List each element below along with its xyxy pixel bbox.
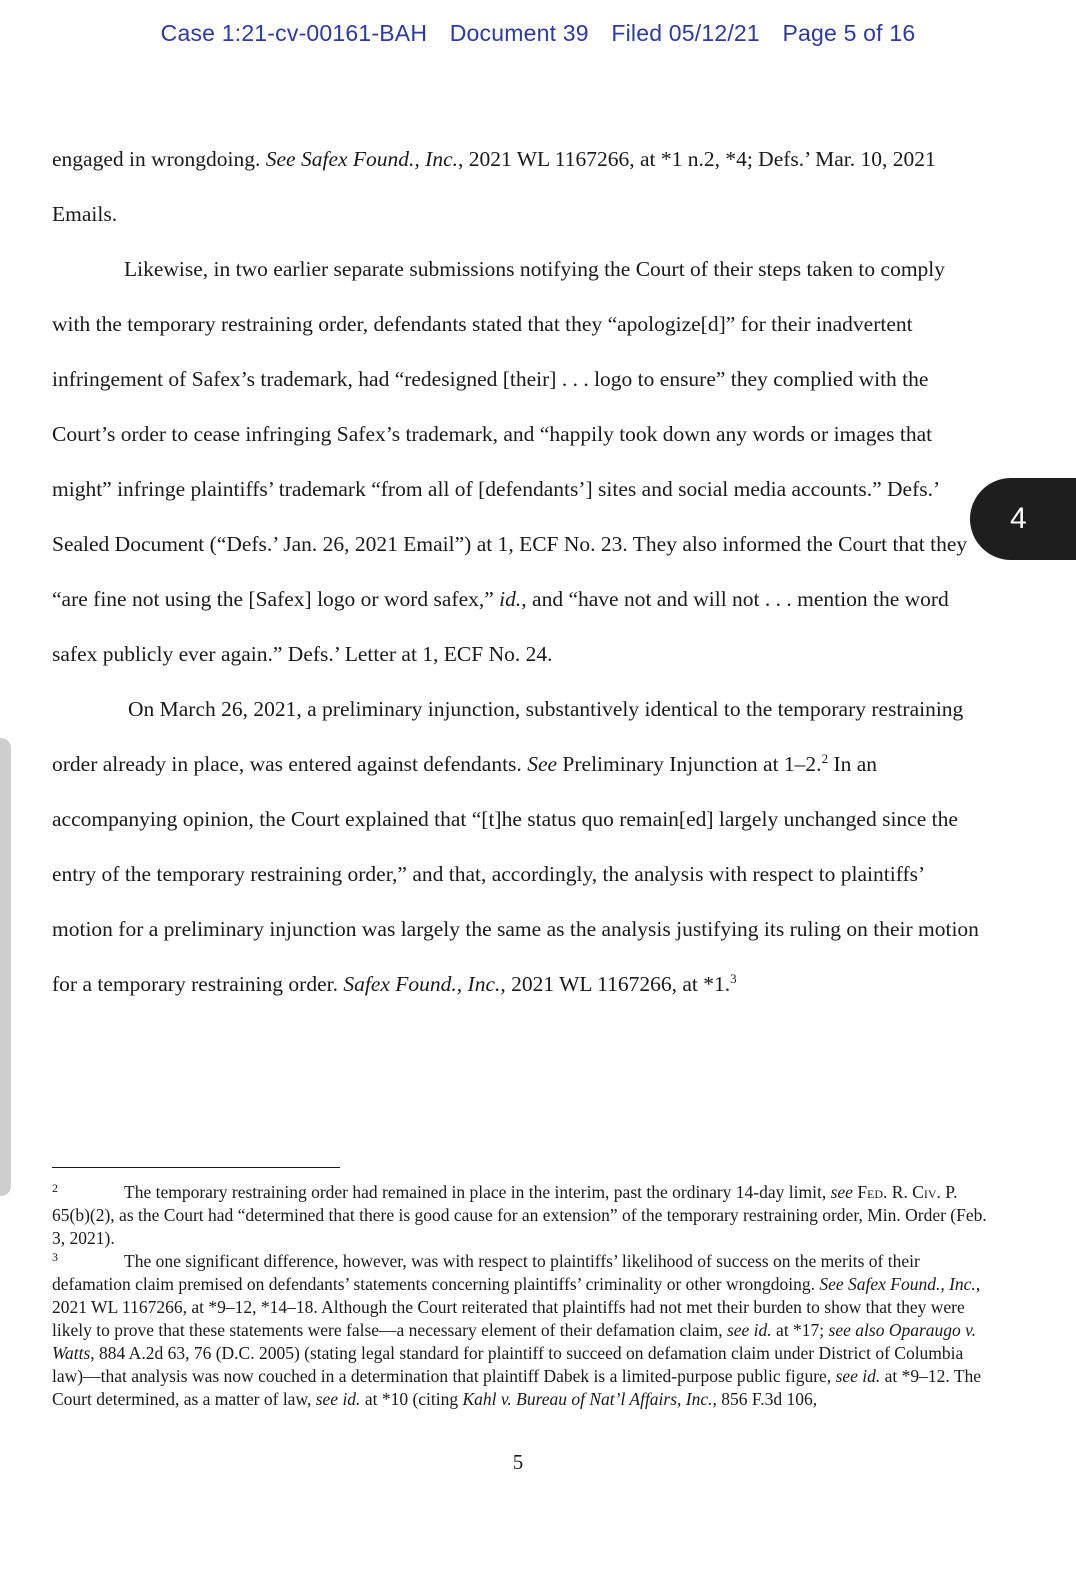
- text-run: , 2021 WL 1167266, at *9–12, *14–18. Although the Court reiterated that plaintiffs had not met their burden to show that they were likely to prove that these statements were false—a necessary element of their defamation claim,: [52, 1274, 981, 1340]
- text-run: On March 26, 2021, a preliminary injunction, substantively identical to the temporary restraining order already in place, was entered against defendants.: [52, 697, 964, 776]
- page-of-total: Page 5 of 16: [782, 20, 916, 46]
- text-run: The one significant difference, however, was with respect to plaintiffs’ likelihood of success on the merits of their defamation claim premised on defendants’ statements concerning plaintiffs’ criminality or other wrongdoing.: [52, 1251, 920, 1294]
- rule-citation: Fed. R. Civ. P.: [857, 1182, 958, 1202]
- text-run: at *17;: [771, 1320, 829, 1340]
- text-run: , and “have not and will not . . . mention the word safex publicly ever again.” Defs.’ Letter at 1, ECF No. 24.: [52, 587, 949, 666]
- text-run: 65(b)(2), as the Court had “determined that there is good cause for an extension” of the temporary restraining order, Min. Order (Feb. 3, 2021).: [52, 1205, 987, 1248]
- case-citation: Kahl v. Bureau of Nat’l Affairs, Inc.: [462, 1389, 713, 1409]
- footnotes: [52, 1181, 987, 1411]
- scrollbar-handle[interactable]: [0, 738, 11, 1196]
- footnote-ref-3[interactable]: 3: [730, 970, 737, 986]
- footnote-number: 2: [52, 1181, 58, 1195]
- body-text: [52, 132, 987, 1012]
- case-number: Case 1:21-cv-00161-BAH: [160, 20, 428, 46]
- text-run: Likewise, in two earlier separate submissions notifying the Court of their steps taken to comply with the temporary restraining order, defendants stated that they “apologize[d]” for their inadvertent infringement of Safex’s trademark, had “redesigned [their] . . . logo to ensure” they complied with the Court’s order to cease infringing Safex’s trademark, and “happily took down any words or images that might” infringe plaintiffs’ trademark “from all of [defendants’] sites and social media accounts.” Defs.’ Sealed Document (“Defs.’ Jan. 26, 2021 Email”) at 1, ECF No. 23. They also informed the Court that they “are fine not using the [Safex] logo or word safex,”: [52, 257, 968, 611]
- text-run: , 884 A.2d 63, 76 (D.C. 2005) (stating legal standard for plaintiff to succeed on defamation claim under District of Columbia law)—that analysis was now couched in a determination that plaintiff Dabek is a limited-purpose public figure,: [52, 1343, 964, 1386]
- text-run: , 856 F.3d 106,: [712, 1389, 818, 1409]
- case-citation: Safex Found., Inc.: [343, 972, 501, 996]
- footnote-3: [52, 1250, 987, 1411]
- text-run: , 2021 WL 1167266, at *1 n.2, *4; Defs.’ Mar. 10, 2021 Emails.: [52, 147, 936, 226]
- text-run: at *10 (citing: [360, 1389, 463, 1409]
- paragraph-2: [52, 242, 987, 682]
- text-run: at *9–12. The Court determined, as a matter of law,: [52, 1366, 982, 1409]
- footnote-ref-2[interactable]: 2: [821, 750, 829, 766]
- text-run: The temporary restraining order had remained in place in the interim, past the ordinary 14-day limit,: [124, 1182, 831, 1202]
- see-signal: See: [527, 752, 558, 776]
- paragraph-3: [52, 682, 987, 1012]
- id-citation: see id.: [726, 1320, 772, 1340]
- text-run: Preliminary Injunction at 1–2.: [557, 752, 822, 776]
- id-citation: see id.: [835, 1366, 881, 1386]
- filed-date: Filed 05/12/21: [611, 20, 760, 46]
- text-run: engaged in wrongdoing.: [52, 147, 266, 171]
- page-number: 5: [512, 1450, 524, 1474]
- paragraph-1: [52, 132, 987, 242]
- id-citation: id.: [499, 587, 522, 611]
- footnote-number: 3: [52, 1250, 58, 1264]
- case-citation: See Safex Found., Inc.: [265, 147, 458, 171]
- case-header: [0, 20, 1076, 47]
- footnote-2: [52, 1181, 987, 1250]
- page-indicator-badge[interactable]: 4: [970, 478, 1076, 560]
- text-run: , 2021 WL 1167266, at *1.: [500, 972, 731, 996]
- document-number: Document 39: [449, 20, 589, 46]
- case-citation: see also Oparaugo v. Watts: [52, 1320, 976, 1363]
- see-signal: see: [830, 1182, 853, 1202]
- footnote-divider: [52, 1167, 340, 1168]
- case-citation: See Safex Found., Inc.: [819, 1274, 976, 1294]
- text-run: In an accompanying opinion, the Court explained that “[t]he status quo remain[ed] largely unchanged since the entry of the temporary restraining order,” and that, accordingly, the analysis with respect to plaintiffs’ motion for a preliminary injunction was largely the same as the analysis justifying its ruling on their motion for a temporary restraining order.: [52, 752, 979, 996]
- id-citation: see id.: [315, 1389, 361, 1409]
